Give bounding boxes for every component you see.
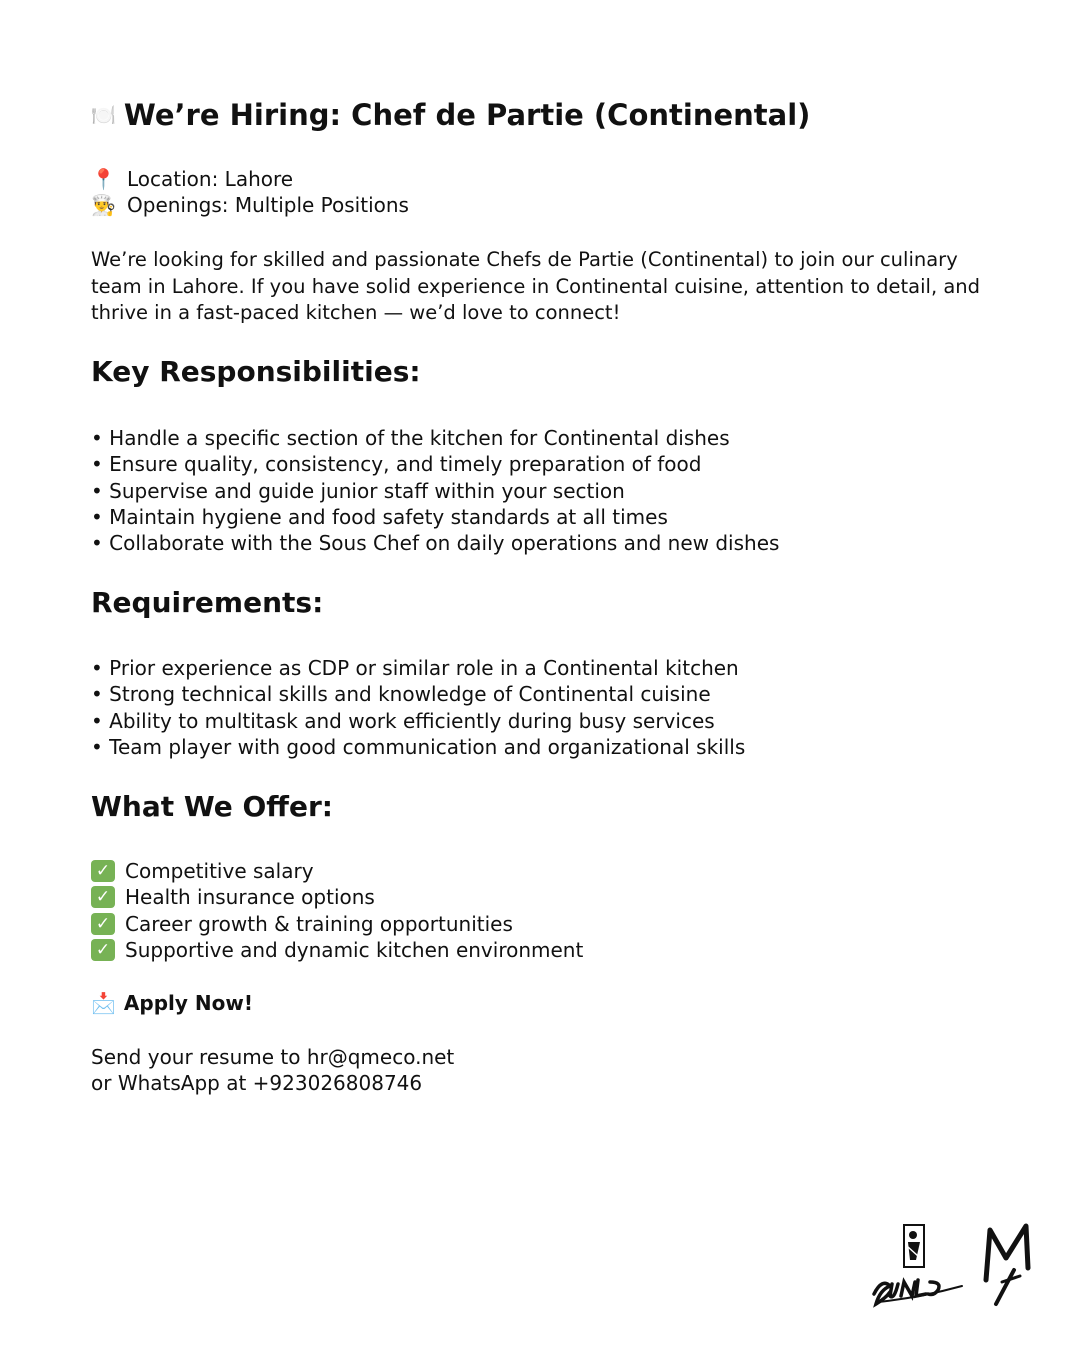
contact-info — [91, 1044, 454, 1097]
location-row — [91, 166, 409, 192]
list-item: • Team player with good communication and organizational skills — [91, 734, 745, 760]
offer-item-text: Competitive salary — [125, 859, 314, 883]
plate-cutlery-icon: 🍽️ — [91, 103, 116, 127]
contact-email-line: Send your resume to hr@qmeco.net — [91, 1045, 455, 1069]
list-item: • Prior experience as CDP or similar role in a Continental kitchen — [91, 655, 745, 681]
requirements-heading: Requirements: — [91, 586, 324, 619]
check-icon: ✓ — [91, 860, 115, 882]
intro-paragraph: We’re looking for skilled and passionate Chefs de Partie (Continental) to join our culinary team in Lahore. If you have solid experience in Continental cuisine, attention to detail, and thrive in a fast-paced kitchen — we’d love to connect! — [91, 248, 981, 324]
openings-text: Openings: Multiple Positions — [127, 193, 409, 217]
page-title — [91, 98, 810, 132]
list-item: • Collaborate with the Sous Chef on daily operations and new dishes — [91, 530, 779, 556]
offer-item-text: Career growth & training opportunities — [125, 911, 513, 936]
openings-row — [91, 192, 409, 218]
job-meta — [91, 166, 409, 218]
envelope-arrow-icon: 📩 — [91, 991, 116, 1015]
list-item — [91, 858, 583, 884]
location-text: Location: Lahore — [127, 167, 294, 191]
list-item: • Strong technical skills and knowledge of Continental cuisine — [91, 681, 745, 707]
responsibilities-list — [91, 425, 779, 556]
responsibilities-heading: Key Responsibilities: — [91, 355, 421, 388]
list-item — [91, 937, 583, 963]
brand-logos-art — [868, 1220, 1038, 1315]
apply-label: Apply Now! — [123, 991, 253, 1015]
list-item: • Maintain hygiene and food safety standards at all times — [91, 504, 779, 530]
pin-icon: 📍 — [91, 167, 116, 191]
offer-list — [91, 858, 583, 963]
page-title-text: We’re Hiring: Chef de Partie (Continental) — [123, 98, 811, 132]
offer-heading: What We Offer: — [91, 790, 333, 823]
sunlo-logo — [874, 1225, 962, 1304]
apply-heading — [91, 991, 253, 1015]
offer-item-text: Health insurance options — [125, 885, 375, 910]
chef-icon: 👨‍🍳 — [91, 193, 116, 217]
list-item — [91, 911, 583, 937]
check-icon: ✓ — [91, 886, 115, 908]
brand-logos — [868, 1220, 1038, 1315]
requirements-list — [91, 655, 745, 760]
offer-item-text: Supportive and dynamic kitchen environment — [125, 937, 584, 962]
contact-whatsapp-line: or WhatsApp at +923026808746 — [91, 1071, 423, 1096]
list-item: • Ensure quality, consistency, and timely preparation of food — [91, 451, 779, 477]
m-logo — [986, 1226, 1028, 1304]
check-icon: ✓ — [91, 913, 115, 935]
list-item — [91, 884, 583, 910]
list-item: • Handle a specific section of the kitchen for Continental dishes — [91, 425, 779, 451]
list-item: • Supervise and guide junior staff within your section — [91, 478, 779, 504]
list-item: • Ability to multitask and work efficiently during busy services — [91, 708, 745, 734]
check-icon: ✓ — [91, 939, 115, 961]
